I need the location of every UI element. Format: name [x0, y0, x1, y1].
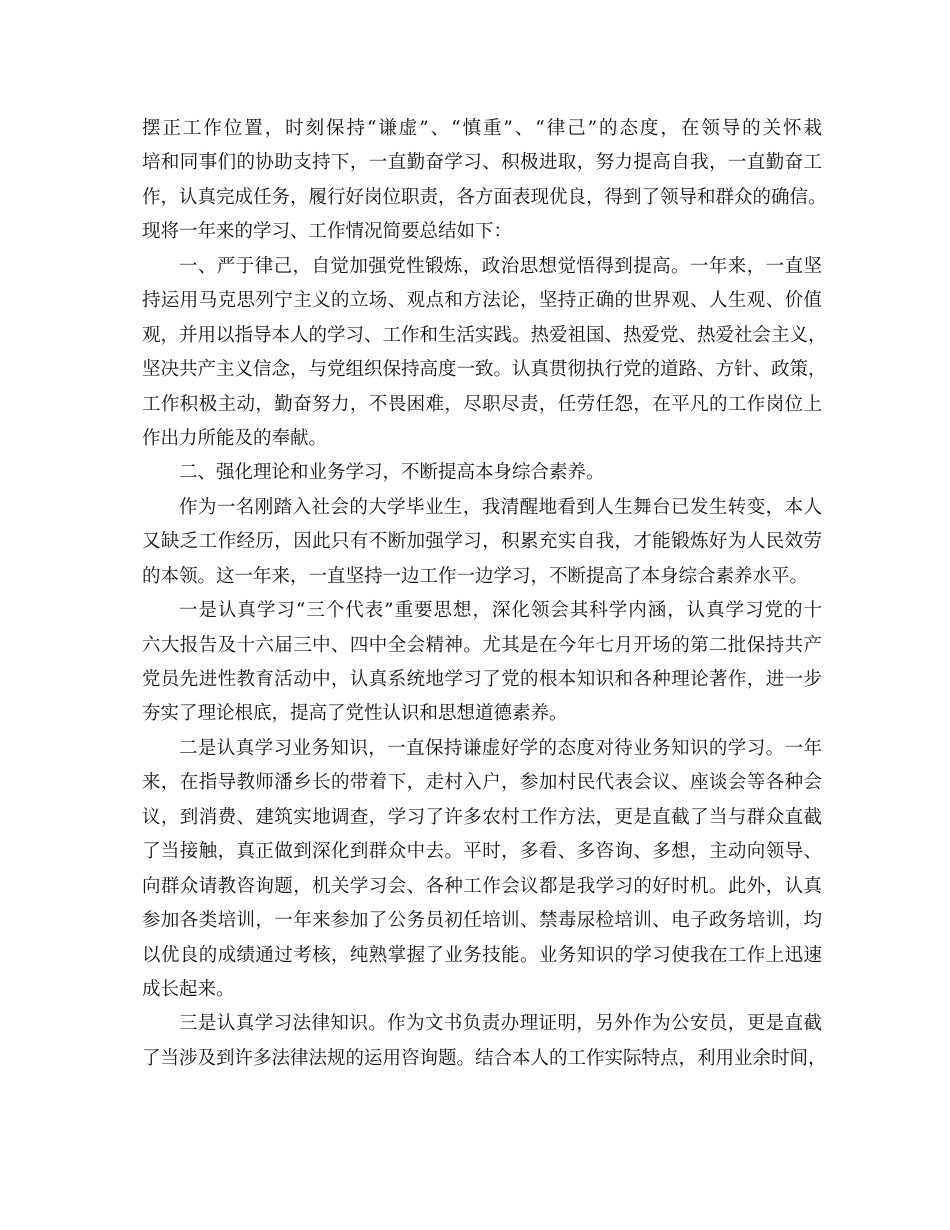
text-line: 六大报告及十六届三中、四中全会精神。尤其是在今年七月开场的第二批保持共产 — [142, 634, 822, 656]
text-line: 作出力所能及的奉献。 — [142, 427, 328, 449]
text-line: 以优良的成绩通过考核，纯熟掌握了业务技能。业务知识的学习使我在工作上迅速 — [142, 944, 822, 966]
text-line: 来，在指导教师潘乡长的带着下，走村入户，参加村民代表会议、座谈会等各种会 — [142, 772, 822, 794]
text-line: 二、强化理论和业务学习，不断提高本身综合素养。 — [179, 462, 605, 484]
text-line: 工作积极主动，勤奋努力，不畏困难，尽职尽责，任劳任怨，在平凡的工作岗位上 — [142, 393, 822, 415]
text-line: 了当涉及到许多法律法规的运用咨询题。结合本人的工作实际特点，利用业余时间， — [142, 1047, 827, 1069]
text-line: 三是认真学习法律知识。作为文书负责办理证明，另外作为公安员，更是直截 — [179, 1013, 822, 1035]
text-line: 作为一名刚踏入社会的大学毕业生，我清醒地看到人生舞台已发生转变，本人 — [179, 496, 822, 518]
text-line: 参加各类培训，一年来参加了公务员初任培训、禁毒尿检培训、电子政务培训，均 — [142, 910, 822, 932]
text-line: 持运用马克思列宁主义的立场、观点和方法论，坚持正确的世界观、人生观、价值 — [142, 290, 822, 312]
text-line: 坚决共产主义信念，与党组织保持高度一致。认真贯彻执行党的道路、方针、政策， — [142, 359, 827, 381]
text-line: 作，认真完成任务，履行好岗位职责，各方面表现优良，得到了领导和群众的确信。 — [142, 186, 827, 208]
text-line: 一、严于律己，自觉加强党性锻炼，政治思想觉悟得到提高。一年来，一直坚 — [179, 255, 822, 277]
text-line: 观，并用以指导本人的学习、工作和生活实践。热爱祖国、热爱党、热爱社会主义， — [142, 324, 827, 346]
text-line: 一是认真学习“三个代表”重要思想，深化领会其科学内涵，认真学习党的十 — [179, 600, 822, 622]
text-line: 摆正工作位置，时刻保持“谦虚”、“慎重”、“律己”的态度，在领导的关怀栽 — [142, 118, 822, 139]
document-body — [142, 112, 827, 1076]
text-line: 向群众请教咨询题，机关学习会、各种工作会议都是我学习的好时机。此外，认真 — [142, 875, 822, 897]
text-line: 成长起来。 — [142, 978, 235, 1000]
text-line: 党员先进性教育活动中，认真系统地学习了党的根本知识和各种理论著作，进一步 — [142, 669, 822, 690]
text-line: 议，到消费、建筑实地调查，学习了许多农村工作方法，更是直截了当与群众直截 — [142, 806, 822, 828]
text-line: 现将一年来的学习、工作情况简要总结如下： — [142, 221, 513, 243]
text-line: 二是认真学习业务知识，一直保持谦虚好学的态度对待业务知识的学习。一年 — [179, 737, 822, 759]
text-line: 的本领。这一年来，一直坚持一边工作一边学习，不断提高了本身综合素养水平。 — [142, 565, 809, 587]
text-line: 了当接触，真正做到深化到群众中去。平时，多看、多咨询、多想，主动向领导、 — [142, 841, 822, 863]
text-line: 夯实了理论根底，提高了党性认识和思想道德素养。 — [142, 703, 568, 725]
text-line: 培和同事们的协助支持下，一直勤奋学习、积极进取，努力提高自我，一直勤奋工 — [142, 152, 822, 174]
text-line: 又缺乏工作经历，因此只有不断加强学习，积累充实自我，才能锻炼好为人民效劳 — [142, 531, 822, 553]
